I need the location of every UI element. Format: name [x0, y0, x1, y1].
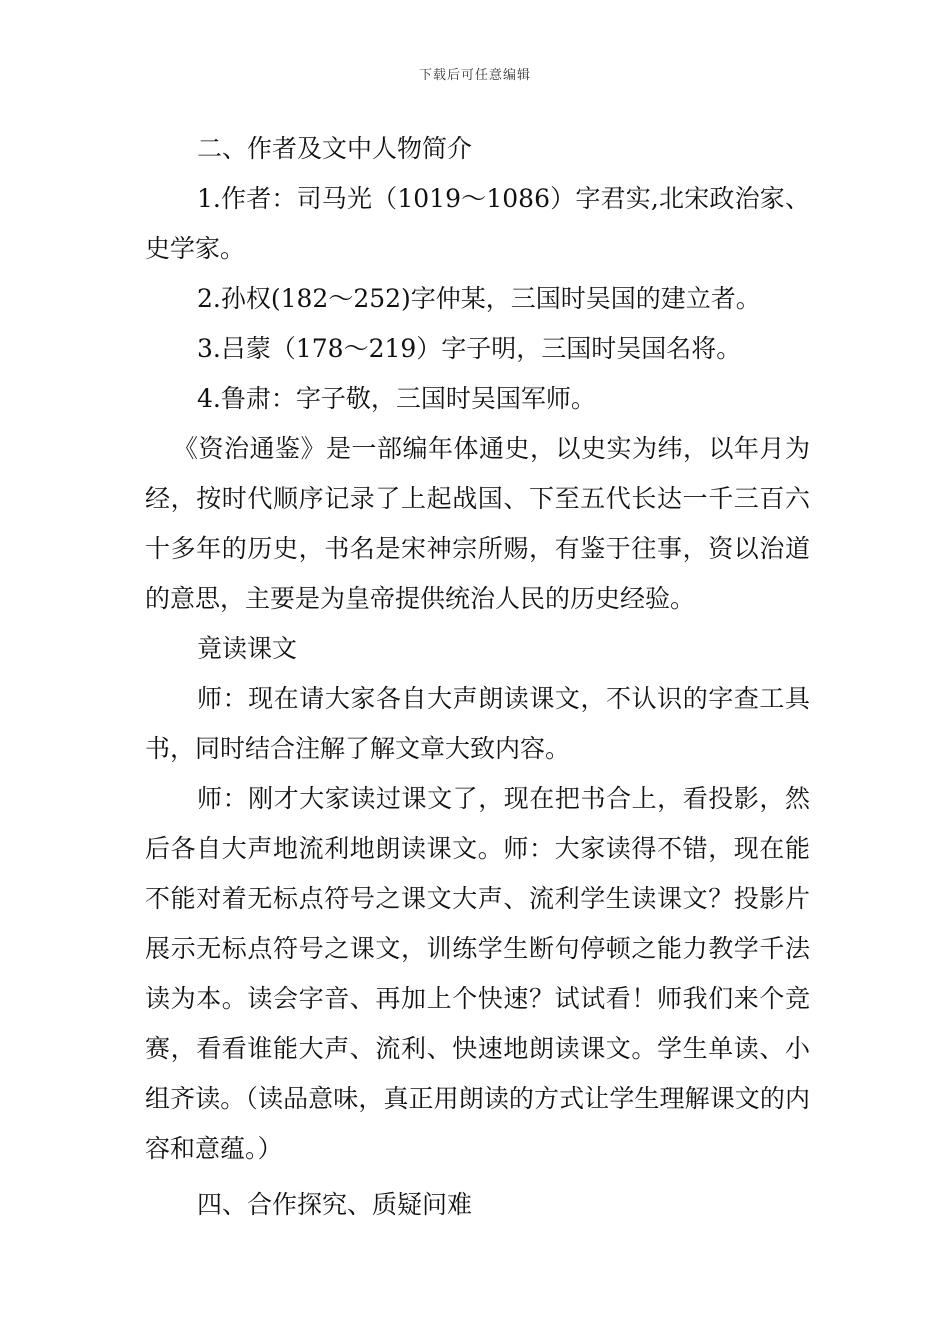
page-header-note: 下载后可任意编辑 [418, 68, 531, 83]
reading-heading: 竟读课文 [197, 634, 298, 663]
teacher-instruction-2: 师：刚才大家读过课文了，现在把书合上，看投影，然后各自大声地流利地朗读课文。师：大家读得不错，现在能不能对着无标点符号之课文大声、流利学生读课文？投影片展示无标点符号之课文，训练学生断句停顿之能力教学千法读为本。读会字音、再加上个快速？试试看！师我们来个竞赛，看看谁能大声、流利、快速地朗读课文。学生单读、小组齐读。（读品意味，真正用朗读的方式让学生理解课文的内容和意蕴。） [145, 784, 810, 1163]
document-body [145, 124, 810, 1230]
lusu-intro: 4.鲁肃：字子敬，三国时吴国军师。 [197, 384, 596, 413]
author-intro: 1.作者：司马光（1019～1086）字君实,北宋政治家、史学家。 [145, 184, 810, 263]
zizhi-tongjian-intro: 《资治通鉴》是一部编年体通史，以史实为纬，以年月为经，按时代顺序记录了上起战国、下至五代长达一千三百六十多年的历史，书名是宋神宗所赐，有鉴于往事，资以治道的意思，主要是为皇帝提供统治人民的历史经验。 [145, 434, 810, 613]
section-four-title: 四、合作探究、质疑问难 [197, 1190, 473, 1219]
section-title: 二、作者及文中人物简介 [197, 134, 473, 163]
teacher-instruction-1: 师：现在请大家各自大声朗读课文，不认识的字查工具书，同时结合注解了解文章大致内容。 [145, 684, 810, 763]
lvmeng-intro: 3.吕蒙（178～219）字子明，三国时吴国名将。 [197, 334, 742, 363]
sunquan-intro: 2.孙权(182～252)字仲某，三国时吴国的建立者。 [197, 284, 761, 313]
